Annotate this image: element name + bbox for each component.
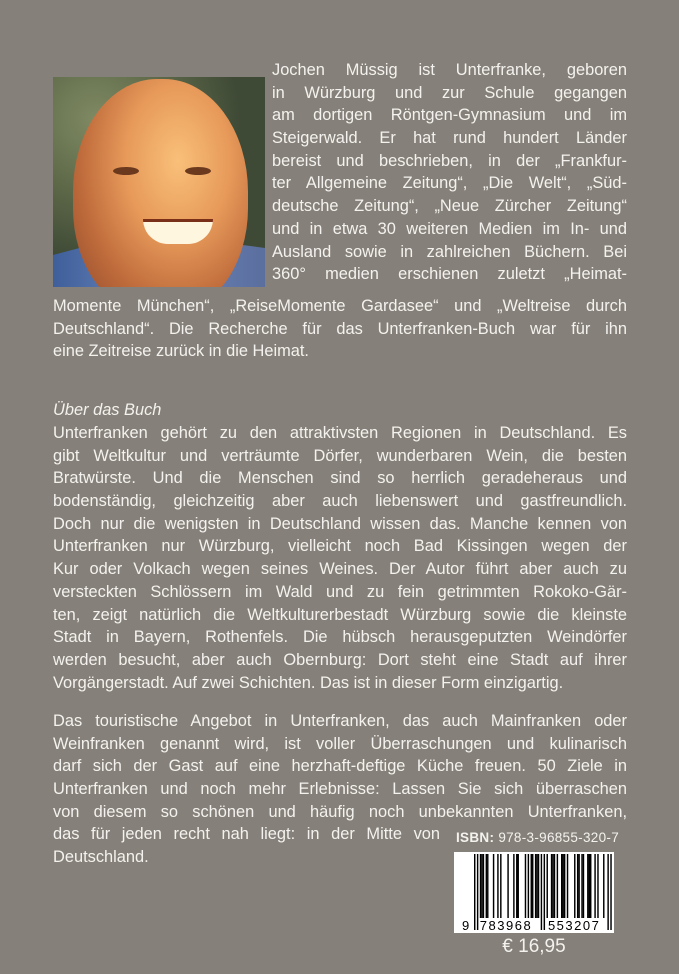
barcode-bar [486,854,487,918]
text-line: Doch nur die wenigsten in Deutschland wissen das. Manche kennen von [53,514,627,533]
barcode-bar [551,854,552,918]
barcode-bar [557,854,558,918]
barcode-bar [581,854,582,918]
barcode-graphic [454,852,614,933]
about-book-paragraph-1 [53,422,627,694]
barcode-bar [547,854,548,918]
text-line: ter Allgemeine Zeitung“, „Die Welt“, „Süd- [272,174,627,193]
text-line: Ausland sowie in zahlreichen Büchern. Bei [272,242,627,261]
barcode-bar [538,854,539,918]
barcode-bar [536,854,537,918]
text-line: am dortigen Röntgen-Gymnasium und im [272,106,627,125]
text-line: bereist und beschrieben, in der „Frankfur- [272,151,627,170]
barcode-bar [493,854,494,918]
isbn-value: 978-3-96855-320-7 [498,830,619,845]
barcode-bar [487,854,488,918]
author-bio-beside-photo [272,59,627,286]
barcode-bar [541,854,542,930]
barcode-bar [594,854,595,918]
barcode-bar [513,854,514,918]
barcode-bar [507,854,508,918]
barcode-bar [483,854,484,918]
barcode-bar [480,854,481,918]
text-line: deutsche Zeitung“, „Neue Zürcher Zeitung“ [272,197,627,216]
text-line: Unterfranken und noch mehr Erlebnisse: Lassen Sie sich überraschen [53,780,627,799]
text-line: 360° medien erschienen zuletzt „Heimat- [272,265,627,284]
author-bio-full-width [53,295,627,363]
text-line: Jochen Müssig ist Unterfranke, geboren [272,61,627,79]
isbn [456,830,619,845]
barcode-bar [603,854,604,918]
text-line: Weinfranken genannt wird, ist voller Überraschungen und kulinarisch [53,734,627,753]
text-line: Steigerwald. Er hat rund hundert Länder [272,129,627,148]
barcode-bar [610,854,611,930]
barcode-bar [578,854,579,918]
text-line: Kur oder Volkach wegen seines Weines. Der Autor führt aber auch zu [53,560,627,579]
barcode-bar [518,854,519,918]
barcode-bar [597,854,598,918]
barcode-bar [577,854,578,918]
barcode-bar [477,854,478,930]
barcode-bar [589,854,590,918]
text-line: Deutschland“. Die Recherche für das Unterfranken-Buch war für ihn [53,319,627,338]
price: € 16,95 [502,936,566,957]
text-line: werden besucht, aber auch Obernburg: Dort steht eine Stadt auf ihrer [53,650,627,669]
text-line: Unterfranken nur Würzburg, vielleicht noch Bad Kissingen wegen der [53,537,627,556]
barcode-bar [516,854,517,918]
text-line: Bratwürste. Und die Menschen sind so herrlich geradeheraus und [53,469,627,488]
barcode-bar [528,854,529,918]
photo-smile [143,219,213,244]
text-line: versteckten Schlössern im Wald und zu fein getrimmten Rokoko-Gär- [53,582,627,601]
photo-eye [113,167,139,175]
barcode-bar [481,854,482,918]
text-line: Vorgängerstadt. Auf zwei Schichten. Das ist in dieser Form einzigartig. [53,673,564,692]
barcode-bar [587,854,588,918]
barcode-bar [574,854,575,918]
barcode-bar [532,854,533,918]
barcode-bar [531,854,532,918]
barcode-bar [607,854,608,930]
barcode-bar [561,854,562,918]
barcode-bar [525,854,526,918]
barcode-bar [497,854,498,918]
text-line: von diesem so schönen und häufig noch unbekannten Unterfranken, [53,802,627,821]
barcode-bar [474,854,475,930]
barcode-bar [535,854,536,918]
barcode-bar [554,854,555,918]
ean-barcode [454,852,614,933]
text-line: ten, zeigt natürlich die Weltkulturerbestadt Würzburg sowie die kleinste [53,605,627,624]
barcode-bar [583,854,584,918]
barcode-bar [552,854,553,918]
barcode-digits: 553207 [547,918,601,933]
text-line: Unterfranken gehört zu den attraktivsten Regionen in Deutschland. Es [53,424,627,442]
barcode-bar [544,854,545,930]
barcode-bar [500,854,501,918]
text-line: Stadt in Bayern, Rothenfels. Die hübsch herausgeputzten Weindörfer [53,628,627,647]
text-line: das für jeden recht nah liegt: in der Mitte von [53,825,440,843]
barcode-digits: 9 [462,918,471,933]
text-line: eine Zeitreise zurück in die Heimat. [53,342,309,361]
about-book-paragraph-2 [53,710,627,823]
text-line: bodenständig, gleichzeitig aber auch liebenswert und gastfreundlich. [53,492,627,511]
author-photo [53,77,265,287]
text-line: in Würzburg und zur Schule gegangen [272,83,627,102]
barcode-bar [564,854,565,918]
barcode-digits: 783968 [479,918,533,933]
barcode-bar [562,854,563,918]
about-book-paragraph-2-end [53,823,440,868]
text-line: Momente München“, „ReiseMomente Gardasee“ und „Weltreise durch [53,297,627,315]
photo-eye [185,167,211,175]
barcode-bar [567,854,568,918]
about-book-heading: Über das Buch [53,401,162,419]
text-line: und in etwa 30 weiteren Medien im In- und [272,219,627,238]
photo-face [73,79,248,287]
isbn-label: ISBN: [456,830,495,845]
text-line: gibt Weltkultur und verträumte Dörfer, wunderbaren Wein, die besten [53,446,627,465]
barcode-bar [590,854,591,918]
text-line: darf sich der Gast auf eine herzhaft-deftige Küche freuen. 50 Ziele in [53,757,627,776]
text-line: Das touristische Angebot in Unterfranken, das auch Mainfranken oder [53,712,627,730]
text-line: Deutschland. [53,847,149,866]
